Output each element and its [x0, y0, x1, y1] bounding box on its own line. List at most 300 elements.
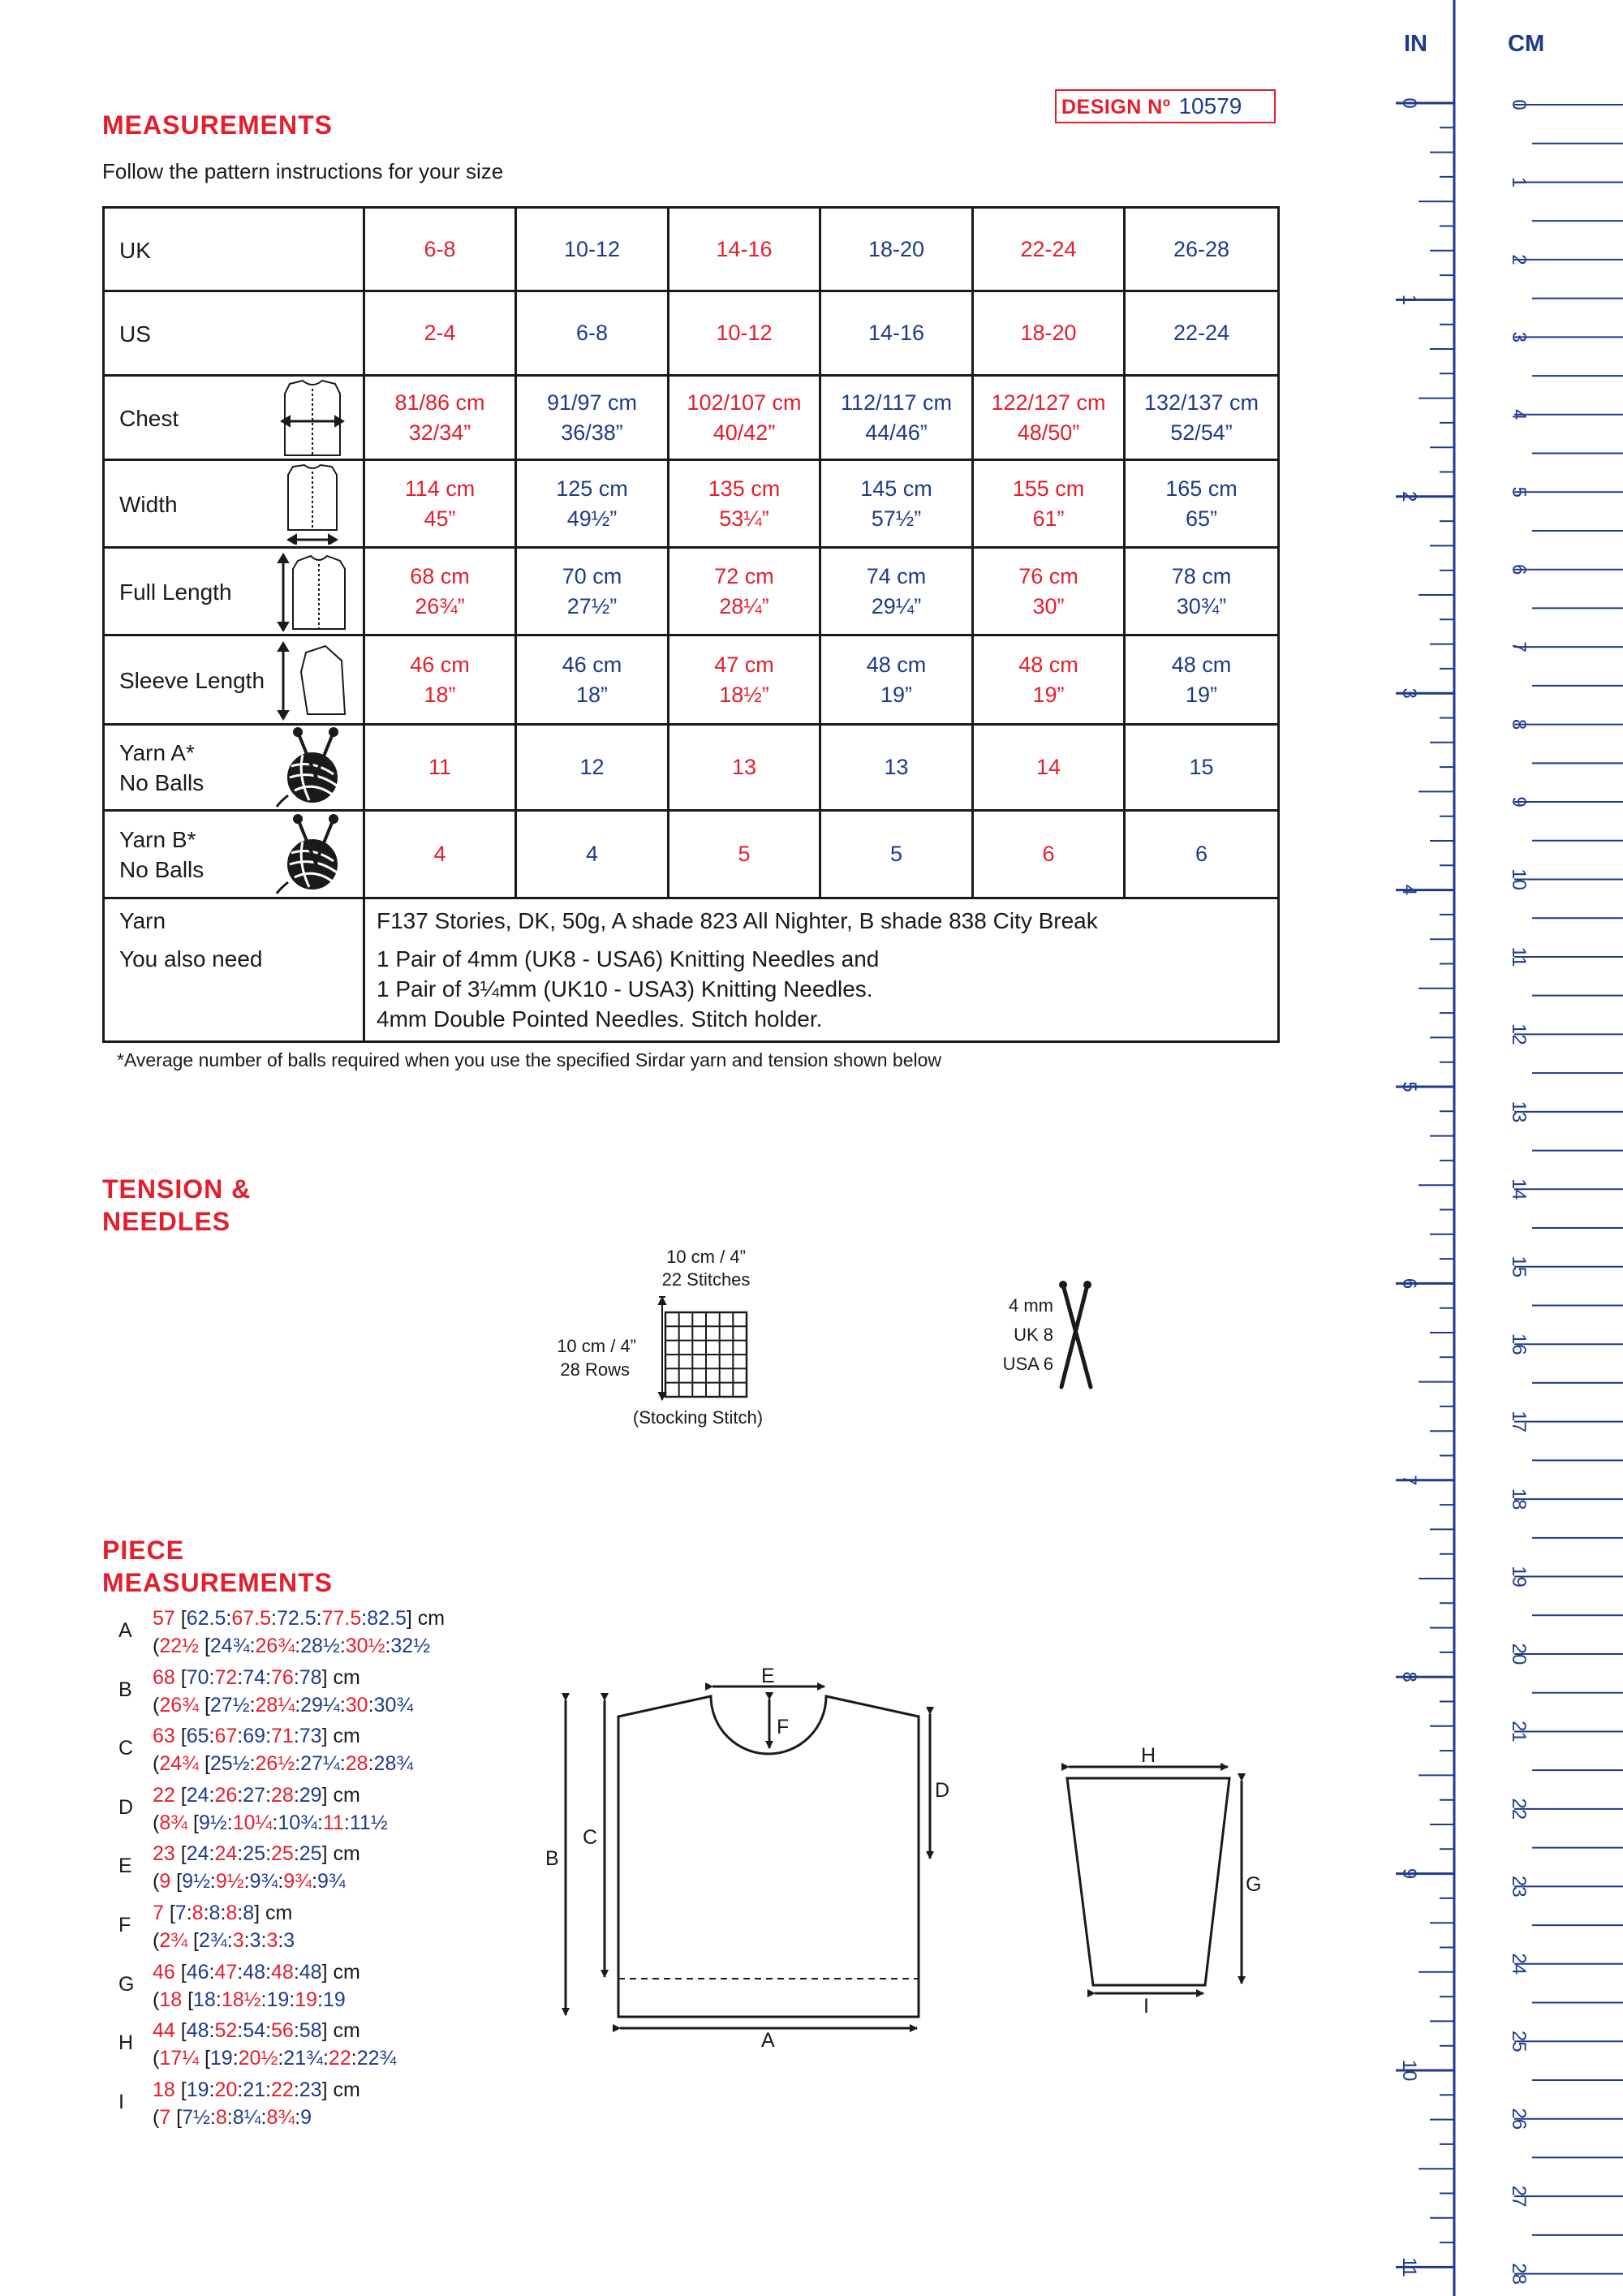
- piece-punct: (: [153, 1752, 160, 1776]
- piece-value: 28¾: [373, 1752, 414, 1776]
- piece-in-line: [153, 2104, 312, 2131]
- size-cell-value: 45”: [424, 506, 456, 531]
- piece-value: 78: [299, 1665, 322, 1689]
- size-cell-value: 28¼”: [719, 593, 769, 618]
- piece-in-line: [153, 1809, 388, 1837]
- ruler-cm-number: 16: [1508, 1333, 1530, 1355]
- size-table: [102, 206, 1280, 1043]
- needle-uk: UK 8: [1014, 1325, 1053, 1345]
- piece-punct: (: [153, 2105, 160, 2129]
- piece-punct: :: [209, 1960, 215, 1984]
- piece-punct: :: [339, 1752, 346, 1776]
- piece-punct: :: [237, 1902, 243, 1924]
- piece-letter: D: [118, 1795, 134, 1819]
- size-cell-value: 36/38”: [561, 420, 623, 445]
- piece-value: 9½: [199, 1811, 227, 1834]
- piece-value: 26: [214, 1783, 238, 1807]
- size-cell: [669, 725, 820, 811]
- piece-value: 24¾: [159, 1752, 199, 1776]
- piece-punct: [: [199, 2047, 210, 2070]
- ruler-inch-number: 3: [1398, 687, 1420, 699]
- row-label: Chest: [119, 406, 179, 432]
- piece-value: 73: [299, 1725, 322, 1748]
- size-cell: [516, 548, 669, 635]
- piece-value: 28: [271, 1783, 294, 1807]
- piece-punct: :: [265, 2019, 272, 2043]
- size-cell-value: 14-16: [716, 236, 773, 261]
- piece-punct: :: [295, 1635, 301, 1657]
- ruler-cm-number: 0: [1508, 99, 1530, 110]
- size-cell: [516, 725, 669, 811]
- tension-rows: 28 Rows: [560, 1359, 630, 1380]
- piece-value: 71: [271, 1725, 294, 1748]
- piece-punct: :: [317, 1811, 323, 1834]
- diagram-label-g: G: [1246, 1873, 1262, 1896]
- size-cell: [669, 635, 820, 725]
- size-cell-value: 10-12: [563, 236, 621, 261]
- piece-value: 18½: [221, 1988, 261, 2011]
- piece-value: 22¾: [356, 2047, 397, 2070]
- piece-value: 9: [300, 2105, 312, 2129]
- size-cell-value: 2-4: [424, 321, 456, 345]
- row-label-cell: [104, 291, 364, 376]
- piece-value: 2¾: [199, 1929, 227, 1952]
- piece-value: 24¾: [209, 1635, 250, 1657]
- size-cell-value: 14: [1035, 755, 1061, 779]
- size-cell-value: 19”: [1185, 682, 1218, 707]
- size-cell-value: 48 cm: [1018, 652, 1078, 677]
- piece-value: 25: [243, 1842, 266, 1866]
- size-cell: [820, 460, 973, 548]
- size-cell-value: 15: [1189, 755, 1214, 779]
- size-cell-value: 13: [884, 755, 909, 779]
- piece-value: 26¾: [255, 1635, 295, 1657]
- size-row: [104, 635, 1279, 725]
- piece-punct: :: [237, 1725, 243, 1748]
- ruler-cm-number: 25: [1508, 2030, 1530, 2053]
- piece-punct: :: [243, 1870, 250, 1893]
- size-cell-value: 72 cm: [714, 563, 774, 588]
- ruler-cm-number: 4: [1508, 409, 1530, 420]
- need-line: 4mm Double Pointed Needles. Stitch holder.: [377, 1006, 823, 1032]
- row-label: Width: [119, 492, 178, 518]
- row-label: US: [119, 321, 151, 347]
- yarn-info-row: [104, 898, 1279, 1042]
- yarn-ball-icon: [273, 814, 355, 895]
- piece-letter: G: [118, 1972, 135, 1996]
- row-label-cell: [104, 208, 364, 291]
- ruler-inch-number: 4: [1398, 884, 1420, 896]
- piece-value: 27¼: [300, 1752, 340, 1776]
- piece-punct: [: [199, 1693, 210, 1717]
- piece-value: 30¾: [373, 1693, 414, 1717]
- size-row: [104, 548, 1279, 635]
- piece-value: 22: [153, 1783, 175, 1807]
- ruler-cm-number: 10: [1508, 868, 1530, 890]
- piece-punct: :: [226, 1607, 232, 1630]
- size-cell-value: 47 cm: [714, 652, 774, 677]
- size-cell: [820, 725, 973, 811]
- piece-value: 19: [266, 1988, 290, 2011]
- piece-punct: :: [260, 1929, 267, 1952]
- size-row: [104, 811, 1279, 898]
- size-cell-value: 46 cm: [410, 652, 470, 677]
- row-label-cell: [104, 725, 364, 811]
- piece-value: 20: [214, 2078, 238, 2101]
- piece-value: 18: [193, 1988, 216, 2011]
- ruler-cm-number: 20: [1508, 1643, 1530, 1665]
- piece-punct: :: [293, 2078, 299, 2101]
- piece-value: 2¾: [159, 1929, 188, 1952]
- size-cell: [669, 208, 820, 291]
- piece-letter: C: [118, 1737, 134, 1760]
- piece-value: 48: [243, 1960, 266, 1984]
- piece-punct: ] cm: [406, 1607, 446, 1630]
- piece-punct: ] cm: [321, 2019, 360, 2043]
- piece-punct: :: [265, 2078, 272, 2101]
- piece-value: 24: [186, 1842, 209, 1866]
- piece-punct: :: [385, 1635, 391, 1657]
- size-cell: [1125, 548, 1279, 635]
- piece-punct: [: [182, 1988, 194, 2011]
- needle-mm: 4 mm: [1009, 1295, 1053, 1316]
- piece-punct: [: [174, 1607, 187, 1630]
- yarn-info-labels: [104, 898, 364, 1042]
- size-cell-value: 68 cm: [410, 563, 470, 588]
- size-cell: [669, 376, 820, 460]
- size-cell-value: 40/42”: [712, 420, 776, 445]
- piece-punct: :: [289, 1988, 295, 2011]
- size-cell-value: 12: [579, 755, 605, 779]
- size-cell-value: 48/50”: [1017, 420, 1080, 445]
- size-cell-value: 53¼”: [719, 506, 769, 531]
- piece-punct: (: [153, 1811, 160, 1834]
- ruler-cm-number: 13: [1508, 1101, 1530, 1123]
- piece-value: 57: [153, 1607, 175, 1630]
- piece-heading-line1: PIECE: [102, 1536, 185, 1565]
- piece-value: 82.5: [367, 1607, 407, 1630]
- piece-value: 10¾: [278, 1811, 318, 1834]
- size-cell-value: 13: [731, 755, 757, 779]
- yarn-footnote: *Average number of balls required when you use the specified Sirdar yarn and tension shown below: [117, 1049, 942, 1070]
- yarn-value: F137 Stories, DK, 50g, A shade 823 All Nighter, B shade 838 City Break: [377, 908, 1098, 933]
- size-cell-value: 11: [428, 755, 452, 779]
- piece-punct: ] cm: [321, 1725, 360, 1748]
- tension-stitch-type: (Stocking Stitch): [632, 1407, 764, 1428]
- piece-punct: :: [226, 1929, 233, 1952]
- piece-value: 11½: [349, 1811, 388, 1834]
- size-cell-value: 49½”: [566, 506, 618, 531]
- size-cell-value: 81/86 cm: [394, 390, 485, 415]
- piece-value: 46: [186, 1960, 209, 1984]
- ruler-cm-number: 22: [1508, 1798, 1530, 1820]
- piece-value: 3: [266, 1929, 278, 1952]
- piece-value: 77.5: [321, 1607, 362, 1630]
- piece-in-line: [153, 1867, 346, 1895]
- size-cell-value: 22-24: [1173, 321, 1230, 345]
- piece-cm-line: [153, 1605, 445, 1632]
- piece-punct: :: [351, 2047, 357, 2070]
- design-number: 10579: [1178, 93, 1242, 118]
- piece-value: 17¼: [159, 2047, 199, 2070]
- size-cell-value: 46 cm: [562, 652, 622, 677]
- row-label: Full Length: [119, 579, 232, 605]
- size-cell-value: 18-20: [1020, 321, 1077, 345]
- piece-letter: H: [118, 2031, 134, 2055]
- size-cell-value: 91/97 cm: [546, 390, 638, 415]
- piece-heading: [102, 1534, 333, 1599]
- size-row: [104, 291, 1279, 376]
- piece-value: 8: [209, 1902, 221, 1924]
- size-cell-value: 18½”: [719, 682, 769, 707]
- piece-punct: [: [174, 1783, 187, 1807]
- ruler-cm-number: 15: [1508, 1256, 1530, 1278]
- piece-value: 23: [153, 1842, 175, 1866]
- piece-punct: :: [249, 1752, 256, 1776]
- size-cell-value: 145 cm: [860, 476, 932, 501]
- piece-value: 21: [243, 2078, 266, 2101]
- row-label-cell: [104, 460, 364, 548]
- size-cell: [973, 291, 1125, 376]
- measurements-subtitle: Follow the pattern instructions for your size: [102, 159, 504, 183]
- size-cell: [1125, 291, 1279, 376]
- piece-punct: :: [209, 1783, 215, 1807]
- yarn-label: Yarn: [119, 908, 166, 933]
- size-cell-value: 74 cm: [866, 563, 927, 588]
- piece-punct: :: [265, 1842, 272, 1866]
- ruler-cm-number: 3: [1508, 331, 1530, 343]
- size-cell: [1125, 811, 1279, 898]
- piece-letter: B: [118, 1678, 132, 1701]
- ruler-inch-number: 11: [1398, 2256, 1420, 2277]
- piece-punct: :: [278, 1929, 284, 1952]
- yarn-info-values: [364, 898, 1279, 1042]
- piece-value: 69: [243, 1725, 266, 1748]
- ruler-cm-number: 28: [1508, 2263, 1530, 2285]
- size-cell-value: 32/34”: [408, 420, 471, 445]
- size-cell-value: 18”: [424, 682, 456, 707]
- size-row: [104, 208, 1279, 291]
- size-cell: [820, 635, 973, 725]
- piece-punct: :: [293, 1665, 299, 1689]
- piece-letter: I: [118, 2090, 124, 2113]
- piece-cm-line: [153, 1722, 360, 1750]
- piece-value: 11: [322, 1811, 344, 1834]
- piece-punct: ] cm: [321, 2078, 360, 2101]
- piece-in-line: [153, 1691, 413, 1719]
- piece-punct: :: [265, 1725, 272, 1748]
- piece-value: 19: [322, 1988, 346, 2011]
- size-cell-value: 19”: [880, 682, 913, 707]
- size-cell: [364, 460, 516, 548]
- row-label: Sleeve Length: [119, 668, 265, 694]
- tension-width: 10 cm / 4”: [666, 1247, 746, 1267]
- piece-value: 24: [186, 1783, 209, 1807]
- ruler-inch-number: 8: [1398, 1671, 1420, 1682]
- ruler-cm-number: 12: [1508, 1023, 1530, 1045]
- piece-value: 25: [271, 1842, 294, 1866]
- piece-value: 9: [159, 1870, 171, 1893]
- piece-value: 9¾: [283, 1870, 312, 1893]
- piece-punct: :: [278, 1870, 284, 1893]
- piece-punct: :: [209, 2078, 215, 2101]
- piece-punct: [: [187, 1929, 199, 1952]
- diagram-label-f: F: [777, 1716, 790, 1738]
- piece-value: 21¾: [283, 2047, 323, 2070]
- size-cell: [973, 208, 1125, 291]
- piece-punct: :: [265, 1960, 272, 1984]
- row-label-cell: [104, 376, 364, 460]
- need-label: You also need: [119, 946, 263, 971]
- piece-value: 29¼: [300, 1693, 340, 1717]
- ruler-cm-heading: CM: [1508, 31, 1545, 57]
- piece-punct: :: [237, 1960, 243, 1984]
- chest-diagram-icon: [273, 377, 355, 459]
- diagram-label-e: E: [761, 1665, 775, 1687]
- piece-punct: [: [174, 2078, 187, 2101]
- piece-punct: :: [260, 2105, 267, 2129]
- piece-letter: F: [118, 1914, 131, 1936]
- size-cell: [669, 811, 820, 898]
- piece-value: 58: [299, 2019, 322, 2043]
- piece-punct: ] cm: [321, 1842, 360, 1866]
- size-cell-value: 6: [1195, 842, 1208, 866]
- piece-cm-line: [153, 1958, 360, 1986]
- size-cell: [516, 635, 669, 725]
- piece-punct: :: [293, 1960, 299, 1984]
- piece-value: 3: [232, 1929, 244, 1952]
- row-label: UK: [119, 237, 151, 263]
- piece-punct: :: [317, 1988, 323, 2011]
- piece-punct: :: [343, 1811, 350, 1834]
- size-cell-value: 135 cm: [708, 476, 781, 501]
- size-cell: [1125, 460, 1279, 548]
- sleeve-piece: [1067, 1778, 1229, 1985]
- size-cell: [1125, 376, 1279, 460]
- tension-stitches: 22 Stitches: [661, 1269, 751, 1290]
- size-cell: [973, 811, 1125, 898]
- piece-punct: (: [153, 1693, 160, 1717]
- piece-cm-line: [153, 1781, 360, 1809]
- piece-value: 23: [299, 2078, 322, 2101]
- piece-punct: :: [293, 1725, 299, 1748]
- size-cell: [973, 460, 1125, 548]
- piece-value: 8: [192, 1902, 204, 1924]
- size-cell-value: 30”: [1032, 593, 1065, 618]
- ruler-inch-number: 10: [1398, 2059, 1420, 2082]
- size-cell-value: 61”: [1032, 506, 1065, 531]
- piece-value: 25½: [209, 1752, 250, 1776]
- size-cell: [516, 208, 669, 291]
- piece-punct: (: [153, 1929, 160, 1952]
- size-cell: [516, 291, 669, 376]
- ruler-cm-number: 17: [1508, 1411, 1530, 1433]
- ruler-cm-number: 5: [1508, 486, 1530, 498]
- width-diagram-icon: [273, 463, 355, 545]
- piece-punct: (: [153, 1635, 160, 1657]
- size-cell-value: 6-8: [575, 321, 609, 345]
- size-cell: [973, 635, 1125, 725]
- piece-value: 10¼: [232, 1811, 273, 1834]
- piece-punct: [: [174, 1842, 187, 1866]
- size-cell: [364, 208, 516, 291]
- size-cell: [820, 811, 973, 898]
- piece-value: 3: [283, 1929, 295, 1952]
- piece-value: 19: [295, 1988, 318, 2011]
- ruler-inch-number: 2: [1398, 491, 1420, 502]
- piece-punct: :: [271, 1607, 277, 1630]
- size-cell-value: 65”: [1185, 506, 1218, 531]
- ruler-cm-number: 26: [1508, 2108, 1530, 2130]
- piece-cm-line: [153, 1899, 292, 1927]
- length-diagram-icon: [273, 551, 355, 632]
- design-label: DESIGN Nº: [1061, 96, 1171, 118]
- piece-punct: ] cm: [321, 1783, 360, 1807]
- size-cell: [669, 291, 820, 376]
- size-cell: [973, 376, 1125, 460]
- piece-value: 67: [214, 1725, 238, 1748]
- piece-value: 65: [186, 1725, 209, 1748]
- piece-value: 22: [271, 2078, 294, 2101]
- piece-value: 44: [153, 2019, 175, 2043]
- piece-punct: (: [153, 1870, 160, 1893]
- size-cell: [364, 725, 516, 811]
- tension-heading-line2: NEEDLES: [102, 1207, 231, 1236]
- yarn-ball-icon: [273, 727, 355, 808]
- piece-punct: :: [226, 1811, 233, 1834]
- size-cell: [973, 548, 1125, 635]
- piece-value: 26½: [255, 1752, 295, 1776]
- piece-punct: :: [265, 1665, 272, 1689]
- size-cell: [973, 725, 1125, 811]
- size-cell-value: 44/46”: [865, 420, 928, 445]
- size-cell-value: 5: [889, 842, 903, 866]
- piece-punct: :: [293, 1783, 299, 1807]
- size-cell: [364, 376, 516, 460]
- piece-value: 18: [159, 1988, 183, 2011]
- diagram-label-a: A: [761, 2029, 775, 2052]
- piece-punct: :: [339, 1693, 346, 1717]
- diagram-label-d: D: [935, 1779, 950, 1802]
- piece-punct: ] cm: [254, 1902, 293, 1924]
- piece-value: 7: [174, 1902, 187, 1924]
- piece-punct: :: [368, 1693, 374, 1717]
- piece-punct: :: [203, 1902, 209, 1924]
- needle-usa: USA 6: [1002, 1354, 1053, 1374]
- piece-value: 3: [249, 1929, 261, 1952]
- ruler-cm-number: 1: [1508, 176, 1530, 188]
- size-cell: [669, 460, 820, 548]
- ruler-cm-number: 7: [1508, 641, 1530, 653]
- size-cell-value: 6-8: [424, 236, 456, 261]
- piece-punct: :: [237, 2078, 243, 2101]
- size-cell-value: 155 cm: [1012, 476, 1085, 501]
- size-cell-value: 18”: [575, 682, 609, 707]
- ruler-inch-number: 5: [1398, 1081, 1420, 1092]
- ruler-cm-number: 21: [1508, 1721, 1530, 1742]
- piece-cm-line: [153, 1664, 360, 1691]
- piece-heading-line2: MEASUREMENTS: [102, 1568, 334, 1597]
- piece-punct: :: [215, 1988, 222, 2011]
- size-cell-value: 114 cm: [404, 476, 476, 501]
- size-cell: [516, 811, 669, 898]
- size-cell: [820, 376, 973, 460]
- design-number-box: [1055, 89, 1276, 123]
- piece-punct: [: [174, 1960, 187, 1984]
- piece-punct: [: [174, 1665, 187, 1689]
- ruler: [1350, 0, 1623, 2296]
- piece-punct: :: [295, 2105, 301, 2129]
